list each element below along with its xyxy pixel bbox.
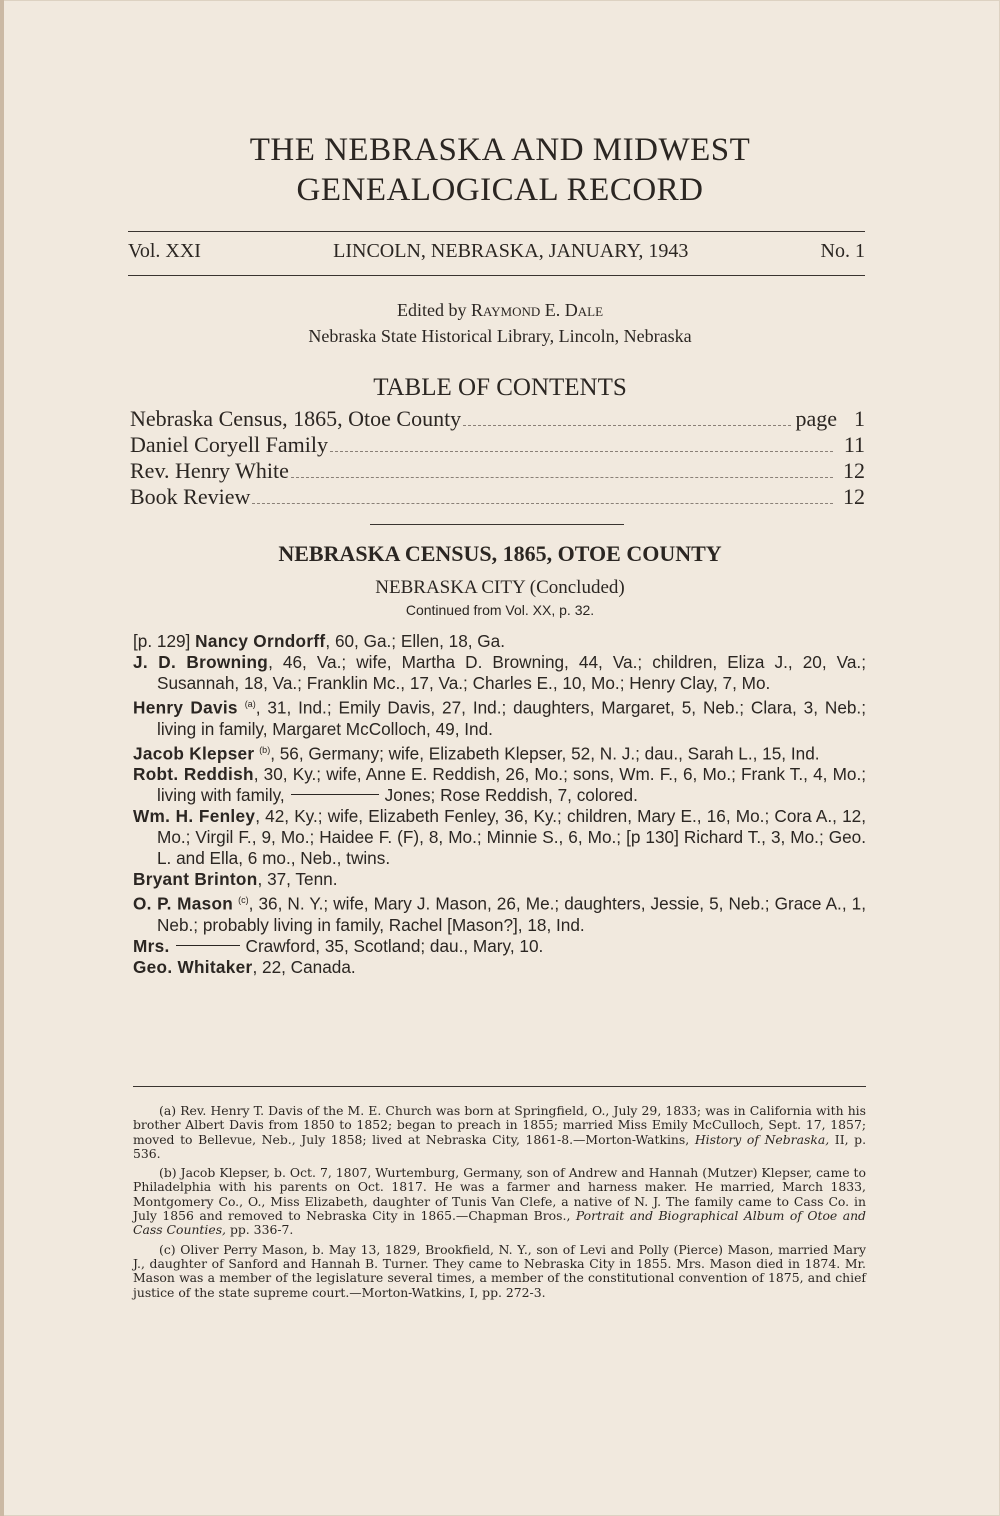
toc-item-page: 12 (843, 458, 865, 483)
census-entry (133, 694, 866, 740)
toc-leader (463, 425, 791, 426)
footnote-citation: Portrait and Biographical Album of Otoe and Cass Counties, (133, 1208, 866, 1238)
footnote (133, 1166, 866, 1237)
toc-title: TABLE OF CONTENTS (373, 374, 627, 401)
head-of-household: Robt. Reddish (133, 764, 254, 785)
census-entry (133, 740, 866, 765)
toc-item (130, 432, 865, 458)
census-entry (133, 869, 866, 890)
toc-item-label: Rev. Henry White (130, 458, 289, 483)
article-subtitle: NEBRASKA CITY (Concluded) (375, 577, 625, 598)
toc-item-page: 11 (843, 432, 865, 457)
entry-text: , 37, Tenn. (257, 869, 338, 890)
entry-text: , 46, Va.; wife, Martha D. Browning, 44, Va.; children, Eliza J., 20, Va.; Susannah, 18, Va.; Franklin Mc., 17, Va.; Charles E., 10, Mo.; Henry Clay, 7, Mo. (157, 652, 866, 693)
footnote-text: (b) Jacob Klepser, b. Oct. 7, 1807, Wurtemburg, Germany, son of Andrew and Hannah (Mutzer) Klepser, came to Philadelphia with his parents on Oct. 1817. He was a farmer and harness maker. He married, March 1833, Montgomery Co., O., Miss Elizabeth, daughter of Tunis Van Clefe, a native of N. J. The family came to Cass Co. in July 1856 and removed to Nebraska City in 1865.—Chapman Bros., (133, 1165, 866, 1224)
volume-label: Vol. XXI (128, 240, 201, 262)
entry-text: Crawford, 35, Scotland; dau., Mary, 10. (245, 936, 544, 957)
toc-item-page: 1 (854, 406, 865, 431)
journal-title-line1: THE NEBRASKA AND MIDWEST (249, 132, 751, 168)
head-of-household: Henry Davis (133, 697, 238, 718)
census-entry (133, 631, 866, 652)
library-line: Nebraska State Historical Library, Lincoln, Nebraska (308, 326, 692, 346)
header-rule-bottom (128, 275, 865, 276)
toc-item-label: Nebraska Census, 1865, Otoe County (130, 406, 462, 431)
census-entry (133, 957, 866, 978)
section-divider (370, 524, 624, 525)
head-of-household: Mrs. (133, 936, 170, 957)
census-entries (133, 631, 866, 978)
footnote-citation: History of Nebraska, (694, 1131, 830, 1147)
footnote (133, 1104, 866, 1161)
toc-leader (330, 451, 833, 452)
head-of-household: Wm. H. Fenley (133, 806, 256, 827)
footnote-ref: (c) (238, 895, 249, 906)
census-entry (133, 890, 866, 936)
footnote-text: (c) Oliver Perry Mason, b. May 13, 1829, Brookfield, N. Y., son of Levi and Polly (Pierce) Mason, married Mary J., daughter of Sanford and Hannah B. Turner. They came to Nebraska City in 1855. Mrs. Mason died in 1874. Mr. Mason was a member of the legislature several times, a member of the constitutional convention of 1875, and chief justice of the state supreme court.—Morton-Watkins, I, pp. 272-3. (133, 1241, 866, 1300)
census-entry (133, 652, 866, 694)
header-rule-top (128, 231, 865, 232)
footnote-ref: (a) (244, 699, 256, 709)
census-entry (133, 936, 866, 957)
toc-item-label: Book Review (130, 484, 251, 509)
entry-text: Jones; Rose Reddish, 7, colored. (384, 785, 638, 806)
census-entry (133, 806, 866, 869)
article-title: NEBRASKA CENSUS, 1865, OTOE COUNTY (278, 541, 722, 566)
footnote-tail: pp. 336-7. (226, 1222, 294, 1238)
head-of-household: Nancy Orndorff (195, 631, 326, 651)
name-blank-dash (291, 794, 379, 795)
issue-number: No. 1 (820, 240, 865, 262)
entry-text: , 60, Ga.; Ellen, 18, Ga. (325, 631, 506, 651)
footnote-rule (133, 1086, 866, 1087)
head-of-household: Geo. Whitaker (133, 957, 253, 978)
census-entry (133, 764, 866, 806)
toc-item (130, 458, 865, 484)
toc-item-page: 12 (843, 484, 865, 509)
entry-text: , 31, Ind.; Emily Davis, 27, Ind.; daughters, Margaret, 5, Neb.; Clara, 3, Neb.; living in family, Margaret McColloch, 49, Ind. (157, 697, 866, 739)
footnote-ref: (b) (259, 744, 271, 755)
page-marker: [p. 129] (133, 631, 196, 651)
toc-leader (291, 477, 833, 478)
head-of-household: J. D. Browning (133, 652, 269, 672)
entry-text: , 56, Germany; wife, Elizabeth Klepser, 52, N. J.; dau., Sarah L., 15, Ind. (270, 743, 820, 764)
head-of-household: Jacob Klepser (133, 743, 255, 764)
editor-line (0, 300, 1000, 321)
editor-name: Raymond E. Dale (470, 300, 604, 320)
toc-item-label: Daniel Coryell Family (130, 432, 328, 457)
footnote-text: (a) Rev. Henry T. Davis of the M. E. Church was born at Springfield, O., July 29, 1833; was in California with his brother Albert Davis from 1850 to 1852; began to preach in 1855; married Miss Emily McCulloch, Sept. 17, 1857; moved to Bellevue, Neb., July 1858; lived at Nebraska City, 1861-8.—Morton-Watkins, (133, 1103, 866, 1147)
name-blank-dash (176, 945, 240, 946)
footnote (133, 1243, 866, 1300)
entry-text: , 22, Canada. (252, 957, 356, 978)
head-of-household: O. P. Mason (133, 894, 234, 915)
place-date: LINCOLN, NEBRASKA, JANUARY, 1943 (333, 240, 689, 262)
entry-text: , 36, N. Y.; wife, Mary J. Mason, 26, Me.; daughters, Jessie, 5, Neb.; Grace A., 1, Neb.; probably living in family, Rachel [Mason?], 18, Ind. (157, 894, 866, 936)
entry-text: , 30, Ky.; wife, Anne E. Reddish, 26, Mo.; sons, Wm. F., 6, Mo.; Frank T., 4, Mo.; living with family, (157, 764, 866, 806)
journal-title-line2: GENEALOGICAL RECORD (296, 172, 704, 208)
table-of-contents (130, 406, 865, 510)
toc-item (130, 406, 865, 432)
footnotes (133, 1104, 866, 1305)
toc-page-word: page (795, 406, 837, 431)
footnote-tail: II, p. 536. (133, 1131, 867, 1161)
head-of-household: Bryant Brinton (133, 869, 258, 890)
toc-leader (252, 503, 833, 504)
issue-line (128, 240, 865, 263)
article-continued-note: Continued from Vol. XX, p. 32. (405, 602, 595, 618)
page-edge (0, 0, 4, 1516)
edited-by-label: Edited by (396, 300, 467, 320)
entry-text: , 42, Ky.; wife, Elizabeth Fenley, 36, Ky.; children, Mary E., 16, Mo.; Cora A., 12, Mo.; Virgil F., 9, Mo.; Haidee F. (F), 8, Mo.; Minnie S., 6, Mo.; [p 130] Richard T., 3, Mo.; Geo. L. and Ella, 6 mo., Neb., twins. (157, 806, 866, 869)
toc-item (130, 484, 865, 510)
